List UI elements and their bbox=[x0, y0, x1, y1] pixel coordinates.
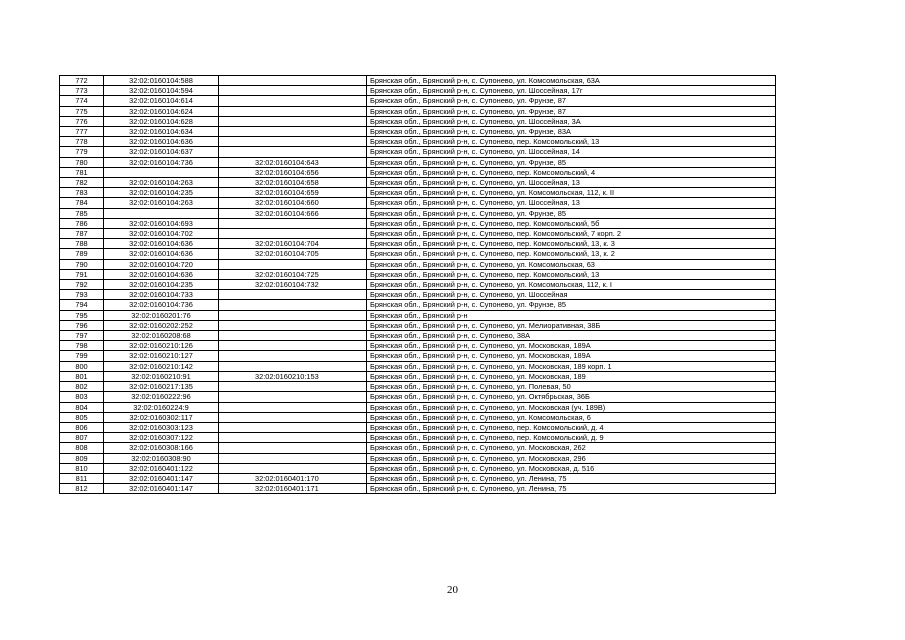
cadastral-number: 32:02:0160104:624 bbox=[104, 106, 219, 116]
row-number: 789 bbox=[60, 249, 104, 259]
address: Брянская обл., Брянский р-н, с. Супонево, ул. Московская, 262 bbox=[367, 443, 776, 453]
table-row bbox=[60, 229, 776, 239]
address: Брянская обл., Брянский р-н, с. Супонево, пер. Комсомольский, 5б bbox=[367, 218, 776, 228]
address: Брянская обл., Брянский р-н, с. Супонево, ул. Фрунзе, 85 bbox=[367, 300, 776, 310]
row-number: 793 bbox=[60, 290, 104, 300]
related-cadastral-number bbox=[219, 382, 367, 392]
row-number: 807 bbox=[60, 433, 104, 443]
row-number: 812 bbox=[60, 484, 104, 494]
related-cadastral-number bbox=[219, 433, 367, 443]
cadastral-number: 32:02:0160308:90 bbox=[104, 453, 219, 463]
related-cadastral-number: 32:02:0160104:656 bbox=[219, 167, 367, 177]
table-row bbox=[60, 147, 776, 157]
table-row bbox=[60, 443, 776, 453]
table-row bbox=[60, 300, 776, 310]
cadastral-number: 32:02:0160210:91 bbox=[104, 371, 219, 381]
table-row bbox=[60, 331, 776, 341]
cadastral-number: 32:02:0160401:147 bbox=[104, 484, 219, 494]
address: Брянская обл., Брянский р-н, с. Супонево, ул. Комсомольская, 6 bbox=[367, 412, 776, 422]
table-row bbox=[60, 198, 776, 208]
related-cadastral-number: 32:02:0160104:732 bbox=[219, 280, 367, 290]
cadastral-number: 32:02:0160401:122 bbox=[104, 463, 219, 473]
row-number: 809 bbox=[60, 453, 104, 463]
related-cadastral-number: 32:02:0160104:666 bbox=[219, 208, 367, 218]
related-cadastral-number bbox=[219, 229, 367, 239]
related-cadastral-number bbox=[219, 310, 367, 320]
registry-table-body bbox=[60, 76, 776, 494]
address: Брянская обл., Брянский р-н, с. Супонево, ул. Фрунзе, 87 bbox=[367, 106, 776, 116]
row-number: 792 bbox=[60, 280, 104, 290]
cadastral-number: 32:02:0160104:636 bbox=[104, 137, 219, 147]
address: Брянская обл., Брянский р-н, с. Супонево, ул. Комсомольская, 112, к. I bbox=[367, 280, 776, 290]
table-row bbox=[60, 290, 776, 300]
cadastral-number bbox=[104, 208, 219, 218]
table-row bbox=[60, 433, 776, 443]
address: Брянская обл., Брянский р-н, с. Супонево, пер. Комсомольский, 7 корп. 2 bbox=[367, 229, 776, 239]
cadastral-number: 32:02:0160217:135 bbox=[104, 382, 219, 392]
address: Брянская обл., Брянский р-н, с. Супонево, пер. Комсомольский, д. 9 bbox=[367, 433, 776, 443]
related-cadastral-number bbox=[219, 218, 367, 228]
row-number: 781 bbox=[60, 167, 104, 177]
table-row bbox=[60, 484, 776, 494]
cadastral-number: 32:02:0160104:235 bbox=[104, 280, 219, 290]
address: Брянская обл., Брянский р-н, с. Супонево, ул. Шоссейная, 13 bbox=[367, 178, 776, 188]
table-row bbox=[60, 280, 776, 290]
table-row bbox=[60, 76, 776, 86]
registry-table bbox=[59, 75, 776, 494]
row-number: 786 bbox=[60, 218, 104, 228]
address: Брянская обл., Брянский р-н, с. Супонево, пер. Комсомольский, д. 4 bbox=[367, 422, 776, 432]
table-row bbox=[60, 412, 776, 422]
cadastral-number: 32:02:0160104:235 bbox=[104, 188, 219, 198]
address: Брянская обл., Брянский р-н, с. Супонево, ул. Шоссейная, 13 bbox=[367, 198, 776, 208]
row-number: 798 bbox=[60, 341, 104, 351]
related-cadastral-number bbox=[219, 422, 367, 432]
related-cadastral-number bbox=[219, 300, 367, 310]
cadastral-number: 32:02:0160104:263 bbox=[104, 178, 219, 188]
row-number: 797 bbox=[60, 331, 104, 341]
related-cadastral-number bbox=[219, 331, 367, 341]
row-number: 801 bbox=[60, 371, 104, 381]
page-number: 20 bbox=[447, 584, 458, 596]
row-number: 805 bbox=[60, 412, 104, 422]
address: Брянская обл., Брянский р-н, с. Супонево, ул. Комсомольская, 63А bbox=[367, 76, 776, 86]
cadastral-number: 32:02:0160104:637 bbox=[104, 147, 219, 157]
table-row bbox=[60, 382, 776, 392]
row-number: 810 bbox=[60, 463, 104, 473]
related-cadastral-number: 32:02:0160104:725 bbox=[219, 269, 367, 279]
address: Брянская обл., Брянский р-н, с. Супонево, пер. Комсомольский, 13, к. 2 bbox=[367, 249, 776, 259]
row-number: 779 bbox=[60, 147, 104, 157]
table-row bbox=[60, 167, 776, 177]
table-row bbox=[60, 310, 776, 320]
table-row bbox=[60, 218, 776, 228]
related-cadastral-number bbox=[219, 76, 367, 86]
related-cadastral-number bbox=[219, 351, 367, 361]
table-row bbox=[60, 371, 776, 381]
table-row bbox=[60, 259, 776, 269]
table-row bbox=[60, 351, 776, 361]
related-cadastral-number: 32:02:0160104:704 bbox=[219, 239, 367, 249]
address: Брянская обл., Брянский р-н, с. Супонево, 38А bbox=[367, 331, 776, 341]
table-row bbox=[60, 453, 776, 463]
address: Брянская обл., Брянский р-н, с. Супонево, ул. Московская, 189А bbox=[367, 351, 776, 361]
cadastral-number: 32:02:0160210:142 bbox=[104, 361, 219, 371]
cadastral-number bbox=[104, 167, 219, 177]
cadastral-number: 32:02:0160104:720 bbox=[104, 259, 219, 269]
row-number: 785 bbox=[60, 208, 104, 218]
address: Брянская обл., Брянский р-н, с. Супонево, ул. Комсомольская, 63 bbox=[367, 259, 776, 269]
address: Брянская обл., Брянский р-н, с. Супонево, пер. Комсомольский, 13 bbox=[367, 137, 776, 147]
cadastral-number: 32:02:0160307:122 bbox=[104, 433, 219, 443]
cadastral-number: 32:02:0160104:702 bbox=[104, 229, 219, 239]
address: Брянская обл., Брянский р-н, с. Супонево, ул. Московская, 189 bbox=[367, 371, 776, 381]
row-number: 774 bbox=[60, 96, 104, 106]
cadastral-number: 32:02:0160104:636 bbox=[104, 269, 219, 279]
cadastral-number: 32:02:0160308:166 bbox=[104, 443, 219, 453]
related-cadastral-number bbox=[219, 116, 367, 126]
table-row bbox=[60, 188, 776, 198]
related-cadastral-number: 32:02:0160104:705 bbox=[219, 249, 367, 259]
related-cadastral-number bbox=[219, 443, 367, 453]
related-cadastral-number: 32:02:0160104:643 bbox=[219, 157, 367, 167]
address: Брянская обл., Брянский р-н bbox=[367, 310, 776, 320]
address: Брянская обл., Брянский р-н, с. Супонево, ул. Московская, 189А bbox=[367, 341, 776, 351]
row-number: 782 bbox=[60, 178, 104, 188]
address: Брянская обл., Брянский р-н, с. Супонево, ул. Ленина, 75 bbox=[367, 484, 776, 494]
related-cadastral-number: 32:02:0160210:153 bbox=[219, 371, 367, 381]
cadastral-number: 32:02:0160224:9 bbox=[104, 402, 219, 412]
address: Брянская обл., Брянский р-н, с. Супонево, ул. Мелиоративная, 38Б bbox=[367, 320, 776, 330]
cadastral-number: 32:02:0160208:68 bbox=[104, 331, 219, 341]
related-cadastral-number bbox=[219, 106, 367, 116]
row-number: 806 bbox=[60, 422, 104, 432]
row-number: 800 bbox=[60, 361, 104, 371]
address: Брянская обл., Брянский р-н, с. Супонево, ул. Фрунзе, 87 bbox=[367, 96, 776, 106]
table-row bbox=[60, 361, 776, 371]
row-number: 808 bbox=[60, 443, 104, 453]
address: Брянская обл., Брянский р-н, с. Супонево, ул. Московская (уч. 189В) bbox=[367, 402, 776, 412]
related-cadastral-number bbox=[219, 392, 367, 402]
table-row bbox=[60, 137, 776, 147]
row-number: 791 bbox=[60, 269, 104, 279]
cadastral-number: 32:02:0160222:96 bbox=[104, 392, 219, 402]
address: Брянская обл., Брянский р-н, с. Супонево, ул. Фрунзе, 83А bbox=[367, 127, 776, 137]
cadastral-number: 32:02:0160202:252 bbox=[104, 320, 219, 330]
cadastral-number: 32:02:0160104:588 bbox=[104, 76, 219, 86]
cadastral-number: 32:02:0160104:628 bbox=[104, 116, 219, 126]
related-cadastral-number bbox=[219, 290, 367, 300]
related-cadastral-number bbox=[219, 320, 367, 330]
address: Брянская обл., Брянский р-н, с. Супонево, ул. Московская, д. 516 bbox=[367, 463, 776, 473]
related-cadastral-number bbox=[219, 341, 367, 351]
cadastral-number: 32:02:0160104:733 bbox=[104, 290, 219, 300]
row-number: 804 bbox=[60, 402, 104, 412]
table-row bbox=[60, 178, 776, 188]
row-number: 775 bbox=[60, 106, 104, 116]
related-cadastral-number bbox=[219, 463, 367, 473]
address: Брянская обл., Брянский р-н, с. Супонево, пер. Комсомольский, 13, к. 3 bbox=[367, 239, 776, 249]
address: Брянская обл., Брянский р-н, с. Супонево, ул. Фрунзе, 85 bbox=[367, 208, 776, 218]
related-cadastral-number bbox=[219, 147, 367, 157]
cadastral-number: 32:02:0160201:76 bbox=[104, 310, 219, 320]
table-row bbox=[60, 157, 776, 167]
table-row bbox=[60, 239, 776, 249]
table-row bbox=[60, 269, 776, 279]
row-number: 772 bbox=[60, 76, 104, 86]
table-row bbox=[60, 473, 776, 483]
cadastral-number: 32:02:0160104:614 bbox=[104, 96, 219, 106]
row-number: 783 bbox=[60, 188, 104, 198]
address: Брянская обл., Брянский р-н, с. Супонево, ул. Полевая, 50 bbox=[367, 382, 776, 392]
table-row bbox=[60, 96, 776, 106]
row-number: 811 bbox=[60, 473, 104, 483]
row-number: 778 bbox=[60, 137, 104, 147]
table-row bbox=[60, 341, 776, 351]
cadastral-number: 32:02:0160104:736 bbox=[104, 300, 219, 310]
table-row bbox=[60, 392, 776, 402]
row-number: 790 bbox=[60, 259, 104, 269]
related-cadastral-number: 32:02:0160401:171 bbox=[219, 484, 367, 494]
row-number: 796 bbox=[60, 320, 104, 330]
related-cadastral-number bbox=[219, 453, 367, 463]
address: Брянская обл., Брянский р-н, с. Супонево, ул. Шоссейная, 3А bbox=[367, 116, 776, 126]
address: Брянская обл., Брянский р-н, с. Супонево, ул. Ленина, 75 bbox=[367, 473, 776, 483]
address: Брянская обл., Брянский р-н, с. Супонево, ул. Шоссейная, 17г bbox=[367, 86, 776, 96]
related-cadastral-number bbox=[219, 96, 367, 106]
cadastral-number: 32:02:0160104:634 bbox=[104, 127, 219, 137]
related-cadastral-number bbox=[219, 86, 367, 96]
row-number: 788 bbox=[60, 239, 104, 249]
row-number: 777 bbox=[60, 127, 104, 137]
related-cadastral-number bbox=[219, 127, 367, 137]
related-cadastral-number bbox=[219, 402, 367, 412]
table-row bbox=[60, 463, 776, 473]
related-cadastral-number: 32:02:0160401:170 bbox=[219, 473, 367, 483]
cadastral-number: 32:02:0160104:636 bbox=[104, 249, 219, 259]
cadastral-number: 32:02:0160104:594 bbox=[104, 86, 219, 96]
table-row bbox=[60, 422, 776, 432]
address: Брянская обл., Брянский р-н, с. Супонево, ул. Шоссейная, 14 bbox=[367, 147, 776, 157]
address: Брянская обл., Брянский р-н, с. Супонево, ул. Фрунзе, 85 bbox=[367, 157, 776, 167]
row-number: 795 bbox=[60, 310, 104, 320]
address: Брянская обл., Брянский р-н, с. Супонево, ул. Московская, 189 корп. 1 bbox=[367, 361, 776, 371]
row-number: 780 bbox=[60, 157, 104, 167]
cadastral-number: 32:02:0160303:123 bbox=[104, 422, 219, 432]
address: Брянская обл., Брянский р-н, с. Супонево, ул. Московская, 296 bbox=[367, 453, 776, 463]
table-row bbox=[60, 116, 776, 126]
related-cadastral-number bbox=[219, 361, 367, 371]
cadastral-number: 32:02:0160104:693 bbox=[104, 218, 219, 228]
table-row bbox=[60, 320, 776, 330]
related-cadastral-number: 32:02:0160104:658 bbox=[219, 178, 367, 188]
row-number: 787 bbox=[60, 229, 104, 239]
related-cadastral-number bbox=[219, 412, 367, 422]
table-row bbox=[60, 86, 776, 96]
row-number: 794 bbox=[60, 300, 104, 310]
cadastral-number: 32:02:0160401:147 bbox=[104, 473, 219, 483]
table-row bbox=[60, 208, 776, 218]
cadastral-number: 32:02:0160302:117 bbox=[104, 412, 219, 422]
address: Брянская обл., Брянский р-н, с. Супонево, пер. Комсомольский, 4 bbox=[367, 167, 776, 177]
table-row bbox=[60, 249, 776, 259]
address: Брянская обл., Брянский р-н, с. Супонево, ул. Комсомольская, 112, к. II bbox=[367, 188, 776, 198]
row-number: 799 bbox=[60, 351, 104, 361]
address: Брянская обл., Брянский р-н, с. Супонево, ул. Октябрьская, 36Б bbox=[367, 392, 776, 402]
table-row bbox=[60, 106, 776, 116]
cadastral-number: 32:02:0160104:263 bbox=[104, 198, 219, 208]
cadastral-number: 32:02:0160210:126 bbox=[104, 341, 219, 351]
cadastral-number: 32:02:0160104:736 bbox=[104, 157, 219, 167]
row-number: 773 bbox=[60, 86, 104, 96]
related-cadastral-number: 32:02:0160104:659 bbox=[219, 188, 367, 198]
cadastral-number: 32:02:0160210:127 bbox=[104, 351, 219, 361]
row-number: 803 bbox=[60, 392, 104, 402]
related-cadastral-number: 32:02:0160104:660 bbox=[219, 198, 367, 208]
table-row bbox=[60, 127, 776, 137]
related-cadastral-number bbox=[219, 137, 367, 147]
row-number: 802 bbox=[60, 382, 104, 392]
row-number: 784 bbox=[60, 198, 104, 208]
address: Брянская обл., Брянский р-н, с. Супонево, пер. Комсомольский, 13 bbox=[367, 269, 776, 279]
related-cadastral-number bbox=[219, 259, 367, 269]
cadastral-number: 32:02:0160104:636 bbox=[104, 239, 219, 249]
address: Брянская обл., Брянский р-н, с. Супонево, ул. Шоссейная bbox=[367, 290, 776, 300]
row-number: 776 bbox=[60, 116, 104, 126]
table-row bbox=[60, 402, 776, 412]
